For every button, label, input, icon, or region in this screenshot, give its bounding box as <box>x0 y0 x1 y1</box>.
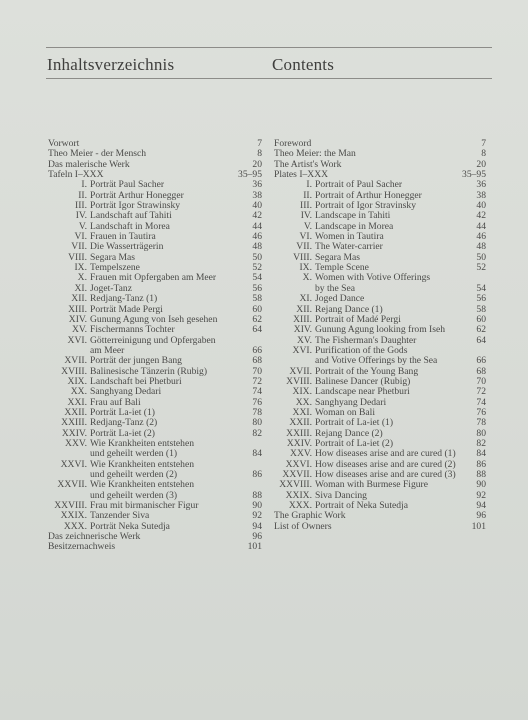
plate-number: XIV. <box>68 313 87 325</box>
entry-title: Segara Mas <box>90 251 136 263</box>
page-number: 64 <box>252 324 262 336</box>
page-number: 44 <box>252 220 262 232</box>
entry-title: Landscape in Tahiti <box>315 210 391 222</box>
page-number: 50 <box>476 251 486 263</box>
plate-number: XXII. <box>289 417 312 429</box>
plate-number: XIX. <box>67 375 87 387</box>
entry-title: Foreword <box>274 138 312 149</box>
entry-title: Sanghyang Dedari <box>90 386 162 398</box>
plate-number: VII. <box>71 241 87 253</box>
entry-title: Redjang-Tanz (2) <box>90 417 158 429</box>
plate-number: V. <box>78 220 87 232</box>
entry-title: Gunung Agung von Iseh gesehen <box>90 313 218 325</box>
entry-title: Porträt Neka Sutedja <box>90 520 170 532</box>
page-number: 38 <box>252 189 262 201</box>
entry-title: Landscape in Morea <box>315 220 394 232</box>
entry-title: Rejang Dance (2) <box>315 427 383 439</box>
entry-title: Joged Dance <box>315 293 365 305</box>
entry-title: Theo Meier: the Man <box>274 148 356 160</box>
page-number: 80 <box>476 427 486 439</box>
plate-number: XVII. <box>289 365 312 377</box>
page-number: 86 <box>252 469 262 480</box>
entry-title: Portrait of La-iet (2) <box>315 437 394 449</box>
entry-title: The Graphic Work <box>274 510 346 522</box>
page-number: 48 <box>476 241 486 253</box>
entry-title: Tafeln I–XXX <box>48 169 104 181</box>
english-contents-list <box>274 139 486 532</box>
entry-title: Redjang-Tanz (1) <box>90 293 158 305</box>
page-number: 84 <box>252 448 262 460</box>
plate-number: VI. <box>299 231 312 243</box>
page-number: 56 <box>252 282 262 294</box>
plate-number: XXI. <box>292 406 312 418</box>
entry-title: Wie Krankheiten entstehen <box>90 437 195 449</box>
entry-title: Fischermanns Tochter <box>90 324 175 336</box>
entry-title: Wie Krankheiten entstehen <box>90 458 195 470</box>
plate-number: IV. <box>300 210 312 222</box>
plate-number: X. <box>77 272 87 284</box>
plate-number: XXVII. <box>57 479 87 491</box>
page-number: 46 <box>476 231 486 243</box>
page-number: 8 <box>481 148 486 160</box>
plate-number: II. <box>303 189 312 201</box>
entry-title: Porträt Made Pergi <box>90 303 163 315</box>
entry-title: Sanghyang Dedari <box>315 396 387 408</box>
top-rule <box>46 47 492 48</box>
plate-number: XXVIII. <box>279 479 312 491</box>
entry-title: Porträt Igor Strawinsky <box>90 200 181 212</box>
plate-number: XXX. <box>288 500 312 512</box>
page-number: 58 <box>252 293 262 305</box>
page-number: 74 <box>476 396 486 408</box>
entry-title: und geheilt werden (2) <box>90 469 178 480</box>
page-number: 94 <box>252 520 262 532</box>
page-number: 52 <box>476 262 486 274</box>
entry-title: Portrait of Neka Sutedja <box>315 500 408 512</box>
title-rule <box>46 78 492 79</box>
plate-number: XV. <box>296 334 312 346</box>
toc-entry <box>274 356 486 366</box>
entry-title: How diseases arise and are cured (1) <box>315 448 456 460</box>
entry-title: The Water-carrier <box>315 241 383 253</box>
page-number: 86 <box>476 458 486 470</box>
entry-title: Temple Scene <box>315 262 369 274</box>
entry-title: Rejang Dance (1) <box>315 303 383 315</box>
page-number: 46 <box>252 231 262 243</box>
plate-number: XXVI. <box>285 458 312 470</box>
entry-title: Porträt der jungen Bang <box>90 355 182 367</box>
page-number: 92 <box>252 510 262 522</box>
page-number: 42 <box>476 210 486 222</box>
entry-title: List of Owners <box>274 520 332 532</box>
page-number: 58 <box>476 303 486 315</box>
entry-title: Porträt Arthur Honegger <box>90 189 184 201</box>
plate-number: XXV. <box>290 448 312 460</box>
toc-entry <box>48 336 262 346</box>
plate-number: XII. <box>71 293 87 305</box>
page-number: 76 <box>252 396 262 408</box>
page-number: 64 <box>476 334 486 346</box>
page-number: 62 <box>476 324 486 336</box>
plate-number: VI. <box>74 231 87 243</box>
page-number: 74 <box>252 386 262 398</box>
plate-number: XXIV. <box>61 427 87 439</box>
page-number: 88 <box>476 469 486 480</box>
page-number: 78 <box>252 406 262 418</box>
page-number: 42 <box>252 210 262 222</box>
plate-number: XIII. <box>68 303 87 315</box>
entry-title: Portrait of Arthur Honegger <box>315 189 422 201</box>
german-title: Inhaltsverzeichnis <box>47 55 175 74</box>
plate-number: VIII. <box>293 251 312 263</box>
plate-number: XV. <box>71 324 87 336</box>
plate-number: XXIII. <box>61 417 87 429</box>
entry-title: Frauen in Tautira <box>90 231 156 243</box>
entry-title: Landschaft in Morea <box>90 220 170 232</box>
page-number: 52 <box>252 262 262 274</box>
entry-title: am Meer <box>90 344 125 356</box>
entry-title: and Votive Offerings by the Sea <box>315 355 438 367</box>
entry-title: Wie Krankheiten entstehen <box>90 479 195 491</box>
plate-number: XI. <box>74 282 87 294</box>
page-number: 101 <box>471 520 486 532</box>
plate-number: IV. <box>75 210 87 222</box>
entry-title: How diseases arise and are cured (3) <box>315 469 456 480</box>
entry-title: Gunung Agung looking from Iseh <box>315 324 446 336</box>
entry-title: Woman on Bali <box>315 406 375 418</box>
page-number: 7 <box>481 138 486 149</box>
toc-entry <box>48 294 262 304</box>
plate-number: XXIX. <box>60 510 87 522</box>
toc-entry <box>274 325 486 335</box>
page-number: 80 <box>252 417 262 429</box>
page-number: 92 <box>476 489 486 501</box>
page-number: 84 <box>476 448 486 460</box>
page-number: 68 <box>476 365 486 377</box>
entry-title: Women with Votive Offerings <box>315 272 431 284</box>
page-number: 40 <box>252 200 262 212</box>
entry-title: Das zeichnerische Werk <box>48 531 141 543</box>
plate-number: XVII. <box>64 355 87 367</box>
entry-title: Portrait of Paul Sacher <box>315 179 403 191</box>
toc-entry <box>274 294 486 304</box>
page-number: 7 <box>257 138 262 149</box>
page-number: 35–95 <box>462 169 486 181</box>
page-number: 96 <box>476 510 486 522</box>
entry-title: Die Wasserträgerin <box>90 241 164 253</box>
page-number: 94 <box>476 500 486 512</box>
entry-title: Landscape near Phetburi <box>315 386 410 398</box>
page-number: 60 <box>252 303 262 315</box>
page-number: 54 <box>476 282 486 294</box>
entry-title: Joget-Tanz <box>90 282 132 294</box>
plate-number: XVIII. <box>61 365 87 377</box>
page-number: 82 <box>252 427 262 439</box>
entry-title: Frau mit birmanischer Figur <box>90 500 199 512</box>
page-number: 36 <box>476 179 486 191</box>
entry-title: Theo Meier - der Mensch <box>48 148 147 160</box>
entry-title: Balinese Dancer (Rubig) <box>315 375 411 387</box>
page-number: 72 <box>252 375 262 387</box>
plate-number: VII. <box>296 241 312 253</box>
page-number: 68 <box>252 355 262 367</box>
page-number: 66 <box>476 355 486 367</box>
page-number: 35–95 <box>238 169 262 181</box>
plate-number: IX. <box>299 262 312 274</box>
plate-number: XXIV. <box>286 437 312 449</box>
plate-number: III. <box>300 200 312 212</box>
entry-title: Plates I–XXX <box>274 169 329 181</box>
entry-title: The Fisherman's Daughter <box>315 334 417 346</box>
plate-number: XI. <box>299 293 312 305</box>
entry-title: Siva Dancing <box>315 489 367 501</box>
entry-title: Das malerische Werk <box>48 158 130 170</box>
page-number: 70 <box>476 375 486 387</box>
entry-title: Tempelszene <box>90 262 140 274</box>
entry-title: Porträt La-iet (1) <box>90 406 155 418</box>
toc-entry <box>274 273 486 283</box>
page-number: 44 <box>476 220 486 232</box>
plate-number: I. <box>81 179 87 191</box>
plate-number: XX. <box>70 386 87 398</box>
plate-number: XVI. <box>292 344 312 356</box>
entry-title: Landschaft auf Tahiti <box>90 210 172 222</box>
english-title: Contents <box>272 55 335 74</box>
page-number: 50 <box>252 251 262 263</box>
entry-title: und geheilt werden (1) <box>90 448 178 460</box>
toc-entry <box>48 325 262 335</box>
page-number: 20 <box>252 158 262 170</box>
entry-title: Woman with Burmese Figure <box>315 479 429 491</box>
plate-number: XIII. <box>293 313 312 325</box>
entry-title: Tanzender Siva <box>90 510 150 522</box>
german-contents-list <box>48 139 262 553</box>
page-number: 20 <box>476 158 486 170</box>
plate-number: XII. <box>296 303 312 315</box>
entry-title: Portrait of La-iet (1) <box>315 417 394 429</box>
entry-title: Frauen mit Opfergaben am Meer <box>90 272 217 284</box>
entry-title: Frau auf Bali <box>90 396 141 408</box>
plate-number: XXVI. <box>60 458 87 470</box>
entry-title: Landschaft bei Phetburi <box>90 375 182 387</box>
entry-title: Portrait of the Young Bang <box>315 365 419 377</box>
plate-number: XXVII. <box>282 469 312 480</box>
page-number: 8 <box>257 148 262 160</box>
plate-number: X. <box>302 272 312 284</box>
entry-title: und geheilt werden (3) <box>90 489 178 501</box>
page-number: 60 <box>476 313 486 325</box>
page-number: 66 <box>252 344 262 356</box>
plate-number: XXII. <box>64 406 87 418</box>
toc-entry <box>274 522 486 532</box>
plate-number: XVIII. <box>286 375 312 387</box>
entry-title: Women in Tautira <box>315 231 384 243</box>
plate-number: XXI. <box>67 396 87 408</box>
plate-number: XXX. <box>63 520 87 532</box>
plate-number: V. <box>303 220 312 232</box>
plate-number: IX. <box>74 262 87 274</box>
entry-title: How diseases arise and are cured (2) <box>315 458 456 470</box>
entry-title: Segara Mas <box>315 251 361 263</box>
page-number: 90 <box>476 479 486 491</box>
plate-number: XXIII. <box>286 427 312 439</box>
entry-title: The Artist's Work <box>274 158 342 170</box>
plate-number: XXV. <box>65 437 87 449</box>
plate-number: III. <box>75 200 87 212</box>
entry-title: Purification of the Gods <box>315 344 408 356</box>
toc-entry <box>48 356 262 366</box>
entry-title: Besitzernachweis <box>48 541 116 553</box>
page-number: 36 <box>252 179 262 191</box>
plate-number: XXIX. <box>285 489 312 501</box>
entry-title: Porträt Paul Sacher <box>90 179 165 191</box>
plate-number: XIV. <box>293 324 312 336</box>
entry-title: Portrait of Madé Pergi <box>315 313 401 325</box>
entry-title: Porträt La-iet (2) <box>90 427 155 439</box>
plate-number: II. <box>78 189 87 201</box>
page-number: 72 <box>476 386 486 398</box>
page-number: 40 <box>476 200 486 212</box>
plate-number: XVI. <box>67 334 87 346</box>
entry-title: Götterreinigung und Opfergaben <box>90 334 216 346</box>
plate-number: XX. <box>295 396 312 408</box>
page-number: 88 <box>252 489 262 501</box>
plate-number: VIII. <box>68 251 87 263</box>
entry-title: Balinesische Tänzerin (Rubig) <box>90 365 208 377</box>
toc-entry <box>48 542 262 552</box>
entry-title: Portrait of Igor Stravinsky <box>315 200 416 212</box>
page-number: 38 <box>476 189 486 201</box>
page-number: 90 <box>252 500 262 512</box>
plate-number: I. <box>306 179 312 191</box>
plate-number: XXVIII. <box>54 500 87 512</box>
page-number: 96 <box>252 531 262 543</box>
page-number: 78 <box>476 417 486 429</box>
page-number: 56 <box>476 293 486 305</box>
page-number: 62 <box>252 313 262 325</box>
page-number: 76 <box>476 406 486 418</box>
page-number: 101 <box>247 541 262 553</box>
page-number: 82 <box>476 437 486 449</box>
entry-title: Vorwort <box>48 138 80 149</box>
entry-title: by the Sea <box>315 282 355 294</box>
plate-number: XIX. <box>292 386 312 398</box>
page-number: 48 <box>252 241 262 253</box>
page-number: 54 <box>252 272 262 284</box>
page-number: 70 <box>252 365 262 377</box>
